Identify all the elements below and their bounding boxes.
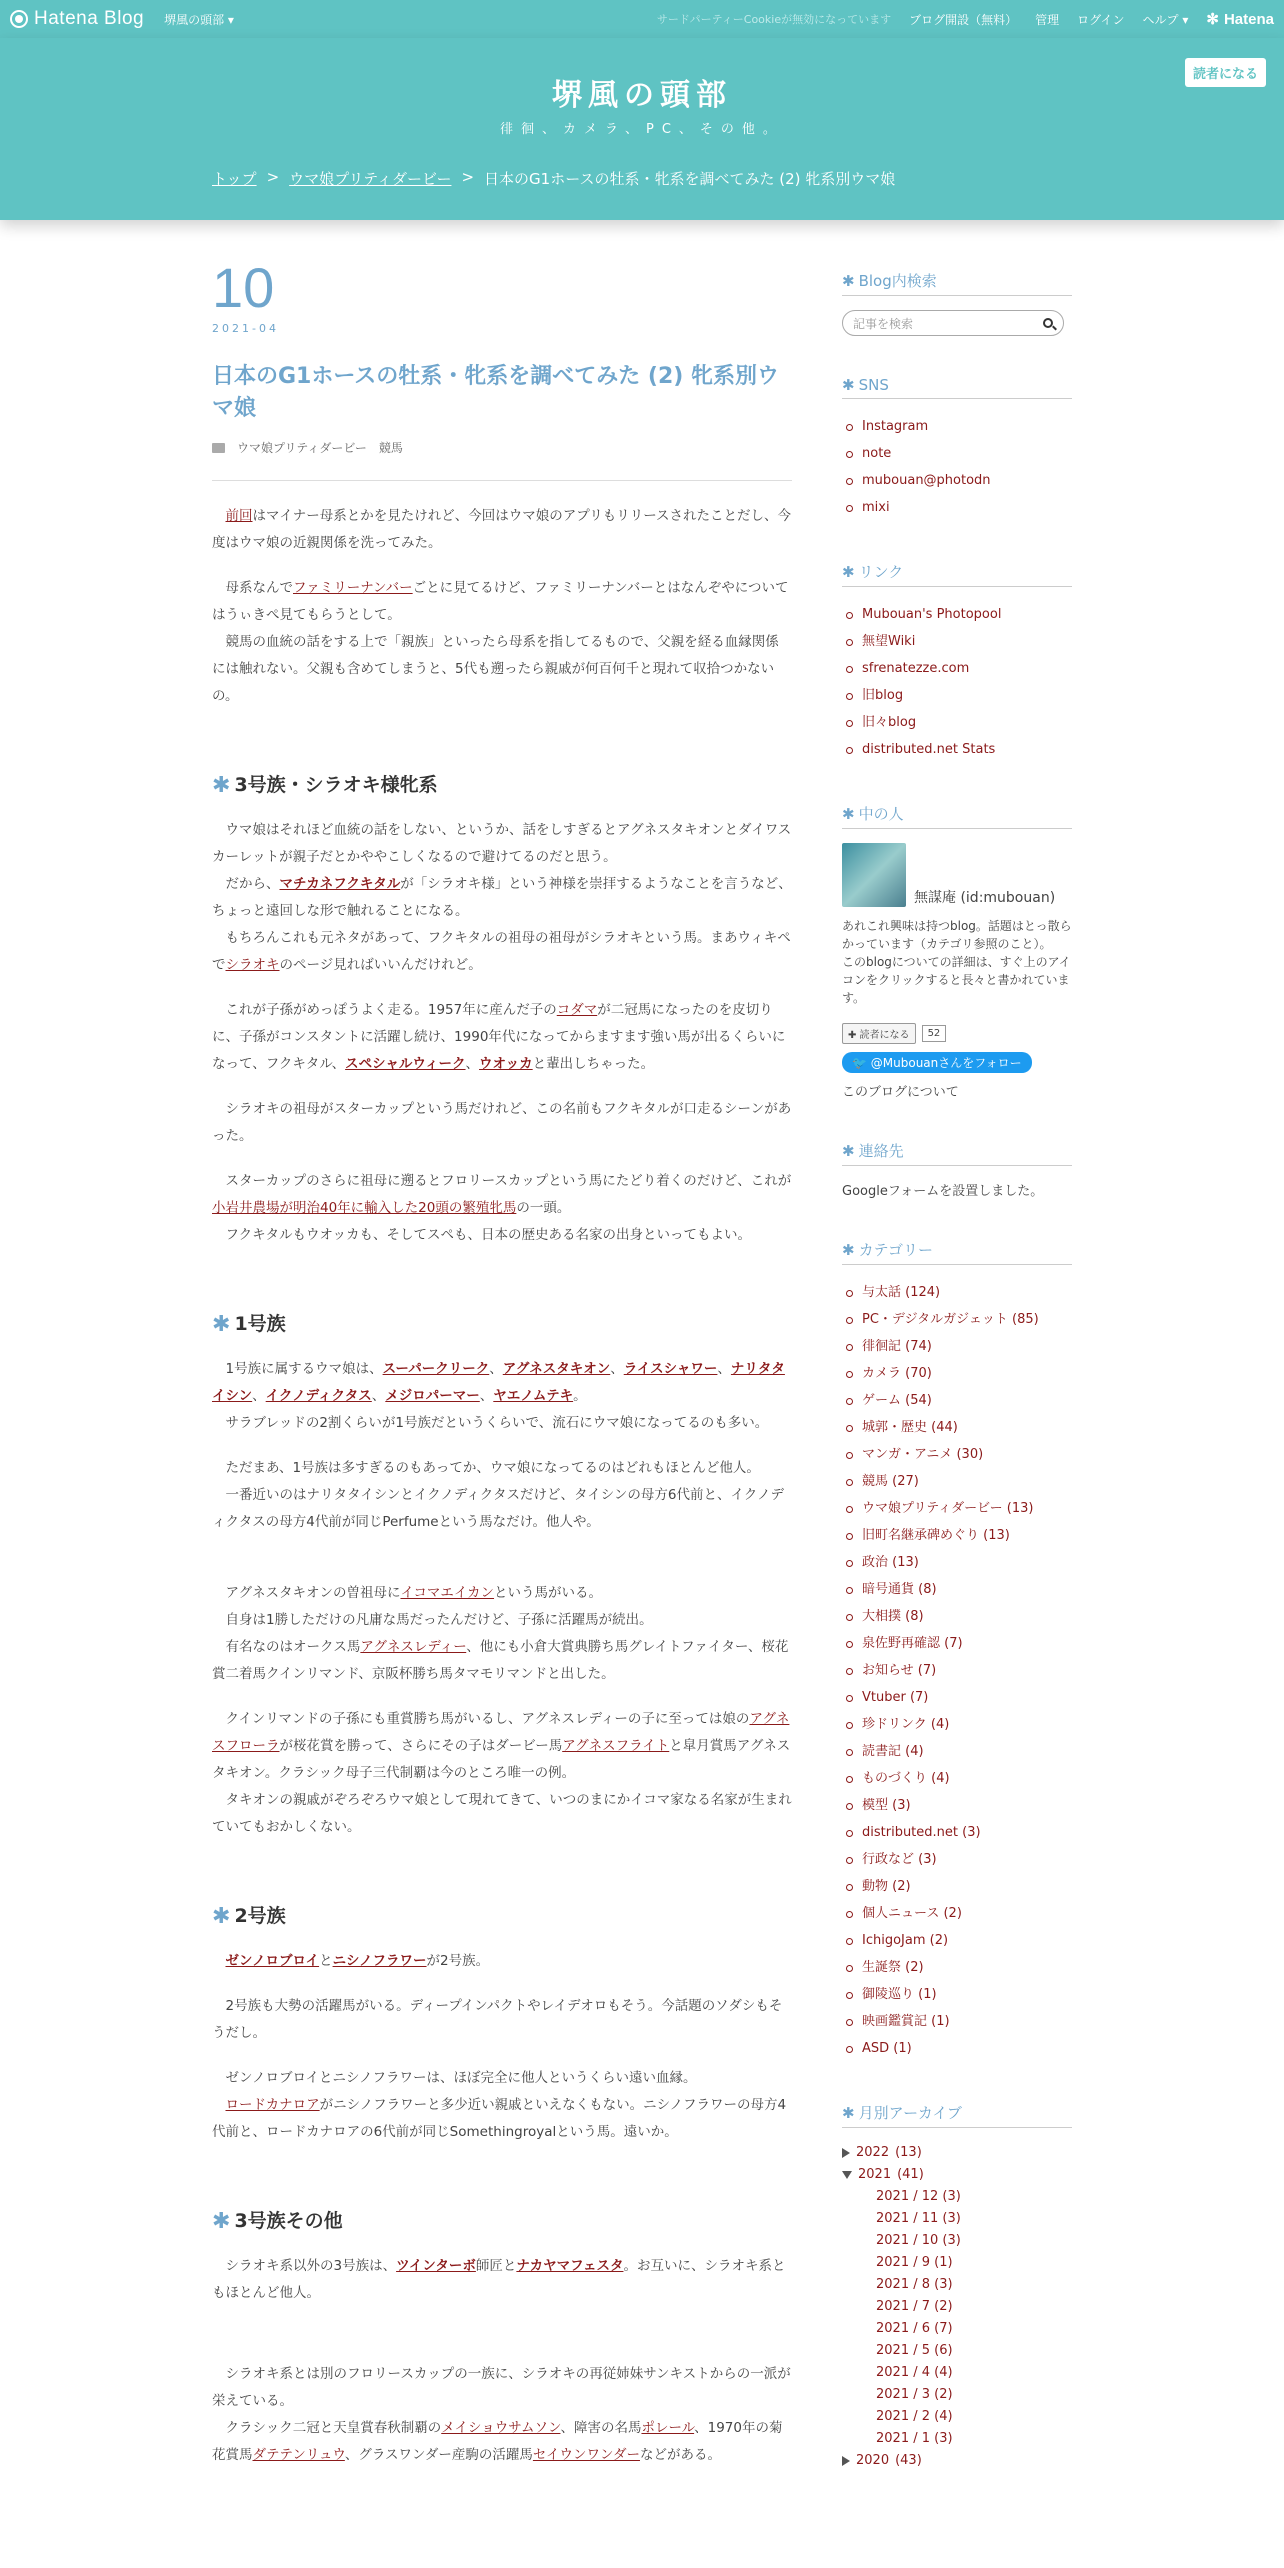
twitter-bird-icon: 🐦: [852, 1056, 867, 1070]
category-link[interactable]: 政治 (13): [862, 1555, 919, 1570]
archive-year-count: (43): [895, 2453, 922, 2468]
list-item: [842, 709, 1072, 736]
text: 有名なのはオークス馬: [225, 1639, 361, 1655]
category-link[interactable]: 城郭・歴史 (44): [862, 1420, 958, 1435]
category-link[interactable]: 与太話 (124): [862, 1285, 941, 1300]
archive-month-link[interactable]: 2021 / 10 (3): [876, 2233, 961, 2248]
collapse-triangle-icon[interactable]: [842, 2171, 852, 2179]
text: クラシック二冠と天皇賞春秋制覇の: [225, 2420, 442, 2436]
external-link[interactable]: distributed.net Stats: [862, 742, 996, 757]
help-menu[interactable]: ヘルプ ▾: [1142, 12, 1189, 27]
breadcrumb-category[interactable]: ウマ娘プリティダービー: [289, 170, 452, 188]
text: シラオキ系以外の3号族は、: [225, 2258, 397, 2274]
reader-count: 52: [922, 1025, 947, 1042]
profile-description: あれこれ興味は持つblog。話題はとっ散らかっています（カテゴリ参照のこと）。 このblogについての詳細は、すぐ上のアイコンをクリックすると長々と書かれています。: [842, 919, 1072, 1005]
entry-category[interactable]: ウマ娘プリティダービー: [237, 441, 367, 455]
link-previous[interactable]: 前回: [225, 508, 253, 524]
list-item: [842, 467, 1072, 494]
link-horse[interactable]: シラオキ: [225, 957, 280, 973]
external-link[interactable]: 旧々blog: [862, 715, 917, 730]
category-link[interactable]: 読書記 (4): [862, 1744, 924, 1759]
list-item: [842, 494, 1072, 521]
hatena-link[interactable]: [1206, 10, 1274, 28]
text: 、: [371, 1388, 386, 1404]
twitter-follow-button[interactable]: [842, 1052, 1032, 1073]
archive-tree: [842, 2142, 1072, 2472]
archive-month: [842, 2274, 1072, 2296]
entry-body: [212, 503, 792, 2469]
text: 、: [489, 1361, 503, 1377]
asterisk-icon: ✱: [842, 805, 855, 823]
link-horse[interactable]: アグネスフローラ: [212, 1711, 790, 1754]
sns-link[interactable]: mixi: [862, 500, 890, 515]
list-item: [842, 1873, 1072, 1900]
list-item: [842, 1684, 1072, 1711]
text: はマイナー母系とかを見たけれど、今回はウマ娘のアプリもリリースされたことだし、今度はウマ娘の近親関係を洗ってみた。: [212, 508, 792, 551]
archive-month-link[interactable]: 2021 / 7 (2): [876, 2299, 953, 2314]
link-horse[interactable]: ナリタタイシン: [212, 1361, 785, 1404]
category-link[interactable]: 徘徊記 (74): [862, 1339, 932, 1354]
module-archive: [842, 2102, 1072, 2472]
category-link[interactable]: ASD (1): [862, 2041, 912, 2056]
list-item: [842, 1765, 1072, 1792]
asterisk-icon: ✱: [212, 773, 231, 798]
asterisk-icon: ✱: [842, 376, 855, 394]
search-icon[interactable]: [1043, 318, 1053, 328]
list-item: [842, 1549, 1072, 1576]
list-item: [842, 1819, 1072, 1846]
archive-month-link[interactable]: 2021 / 3 (2): [876, 2387, 953, 2402]
list-item: [842, 1630, 1072, 1657]
login-link[interactable]: ログイン: [1077, 12, 1125, 27]
link-horse[interactable]: イコマエイカン: [400, 1585, 495, 1601]
subscribe-button[interactable]: 読者になる: [1185, 58, 1266, 87]
archive-month: [842, 2318, 1072, 2340]
module-title-text: リンク: [858, 563, 904, 581]
list-item: [842, 1927, 1072, 1954]
hatena-logo-icon: [10, 10, 28, 28]
folder-icon: [212, 443, 225, 453]
module-title-text: 月別アーカイブ: [858, 2104, 962, 2122]
text: クインリマンドの子孫にも重賞勝ち馬がいるし、アグネスレディーの子に至っては娘の: [225, 1711, 750, 1727]
category-link[interactable]: 動物 (2): [862, 1879, 911, 1894]
text: 師匠と: [475, 2258, 517, 2274]
archive-month: [842, 2252, 1072, 2274]
text: 、: [252, 1388, 266, 1404]
asterisk-icon: ✱: [842, 563, 855, 581]
archive-year-link[interactable]: 2022: [856, 2145, 890, 2160]
module-categories: [842, 1239, 1072, 2062]
category-link[interactable]: distributed.net (3): [862, 1825, 981, 1840]
asterisk-icon: ✱: [842, 1142, 855, 1160]
sns-link[interactable]: note: [862, 446, 892, 461]
reader-button[interactable]: ✚ 読者になる: [842, 1023, 916, 1044]
text: がニシノフラワーと多少近い親戚といえなくもない。ニシノフラワーの母方4代前と、ロードカナロアの6代前が同じSomethingroyalという馬。遠いか。: [212, 2097, 787, 2140]
module-title-text: 中の人: [858, 805, 904, 823]
text: ウマ娘はそれほど血統の話をしない、というか、話をしすぎるとアグネスタキオンとダイワスカーレットが親子だとかややこしくなるので避けてるのだと思う。: [212, 822, 792, 865]
sns-link[interactable]: Instagram: [862, 419, 929, 434]
text: サラブレッドの2割くらいが1号族だというくらいで、流石にウマ娘になってるのも多い。: [225, 1415, 769, 1431]
link-horse[interactable]: アグネスフライト: [562, 1738, 670, 1754]
list-item: [842, 1279, 1072, 1306]
list-item: [842, 440, 1072, 467]
expand-triangle-icon[interactable]: [842, 2148, 850, 2158]
breadcrumb-top[interactable]: トップ: [212, 170, 257, 188]
link-horse[interactable]: メイショウサムソン: [441, 2420, 561, 2436]
module-links: [842, 561, 1072, 763]
list-item: [842, 1981, 1072, 2008]
category-link[interactable]: 個人ニュース (2): [862, 1906, 962, 1921]
text: と: [319, 1953, 333, 1969]
module-title: [842, 1239, 1072, 1265]
entry-day[interactable]: 10: [212, 256, 275, 319]
module-title: [842, 1140, 1072, 1166]
module-title-text: Blog内検索: [858, 272, 937, 290]
list-item: [842, 2035, 1072, 2062]
list-item: [842, 1414, 1072, 1441]
blog-header: [0, 38, 1284, 220]
archive-month-link[interactable]: 2021 / 2 (4): [876, 2409, 953, 2424]
archive-month: [842, 2230, 1072, 2252]
text: が2号族。: [426, 1953, 490, 1969]
external-link[interactable]: 無望Wiki: [862, 634, 916, 649]
text: の一頭。: [516, 1200, 571, 1216]
category-link[interactable]: 大相撲 (8): [862, 1609, 924, 1624]
hatena-gear-icon: ✻: [1206, 11, 1219, 28]
link-horse[interactable]: アグネスレディー: [360, 1639, 467, 1655]
text: これが子孫がめっぽうよく走る。1957年に産んだ子の: [225, 1002, 557, 1018]
archive-month: [842, 2340, 1072, 2362]
asterisk-icon: ✱: [212, 1312, 231, 1337]
text: 、他にも小倉大賞典勝ち馬グレイトファイター、桜花賞二着馬クインリマンド、京阪杯勝ち馬タマモリマンドと出した。: [212, 1639, 789, 1682]
text: 、: [465, 1056, 480, 1072]
text: 、1970年の菊花賞馬: [212, 2420, 783, 2463]
category-link[interactable]: 模型 (3): [862, 1798, 911, 1813]
link-horse[interactable]: ニシノフラワー: [332, 1953, 427, 1969]
category-link[interactable]: 泉佐野再確認 (7): [862, 1636, 963, 1651]
text: 、障害の名馬: [560, 2420, 642, 2436]
archive-month-link[interactable]: 2021 / 9 (1): [876, 2255, 953, 2270]
text: スターカップのさらに祖母に遡るとフロリースカップという馬にたどり着くのだけど、これが: [225, 1173, 792, 1189]
asterisk-icon: ✱: [842, 1241, 855, 1259]
link-horse[interactable]: スペシャルウィーク: [345, 1056, 466, 1072]
link-import[interactable]: 小岩井農場が明治40年に輸入した20頭の繁殖牝馬: [212, 1200, 517, 1216]
entry-year-month: 2021-04: [212, 322, 279, 335]
category-link[interactable]: お知らせ (7): [862, 1663, 937, 1678]
archive-month-link[interactable]: 2021 / 4 (4): [876, 2365, 953, 2380]
category-list: [842, 1279, 1072, 2062]
heading-text: 1号族: [234, 1313, 286, 1335]
asterisk-icon: ✱: [212, 1904, 231, 1929]
expand-triangle-icon[interactable]: [842, 2456, 850, 2466]
list-item: [842, 1603, 1072, 1630]
text: のページ見ればいいんだけれど。: [279, 957, 482, 973]
text: フクキタルもウオッカも、そしてスペも、日本の歴史ある名家の出身といってもよい。: [225, 1227, 752, 1243]
text: 自身は1勝しただけの凡庸な馬だったんだけど、子孫に活躍馬が続出。: [225, 1612, 653, 1628]
link-horse[interactable]: ライスシャワー: [623, 1361, 718, 1377]
asterisk-icon: ✱: [842, 2104, 855, 2122]
list-item: [842, 1711, 1072, 1738]
text: ごとに見てるけど、ファミリーナンバーとはなんぞやについてはうぃきぺ見てもらうとして。: [212, 580, 789, 623]
module-search: [842, 270, 1072, 336]
blogname-menu[interactable]: 堺風の頭部 ▾: [164, 12, 234, 27]
archive-month-link[interactable]: 2021 / 12 (3): [876, 2189, 961, 2204]
category-link[interactable]: 珍ドリンク (4): [862, 1717, 950, 1732]
text: 、グラスワンダー産駒の活躍馬: [344, 2447, 533, 2463]
list-item: [842, 628, 1072, 655]
category-link[interactable]: 競馬 (27): [862, 1474, 919, 1489]
category-link[interactable]: Vtuber (7): [862, 1690, 929, 1705]
link-horse[interactable]: ヤエノムテキ: [493, 1388, 574, 1404]
text: などがある。: [639, 2447, 721, 2463]
profile-name[interactable]: 無謀庵 (id:mubouan): [914, 890, 1056, 906]
list-item: [842, 601, 1072, 628]
link-horse[interactable]: ポレール: [641, 2420, 695, 2436]
section-heading: [212, 1311, 792, 1338]
list-item: [842, 1441, 1072, 1468]
text: ゼンノロブロイとニシノフラワーは、ほぼ完全に他人というくらい遠い血縁。: [225, 2070, 697, 2086]
link-horse[interactable]: アグネスタキオン: [502, 1361, 611, 1377]
link-horse[interactable]: スーパークリーク: [382, 1361, 490, 1377]
avatar[interactable]: [842, 843, 906, 907]
link-horse[interactable]: ロードカナロア: [225, 2097, 320, 2113]
list-item: [842, 655, 1072, 682]
section-heading: [212, 1903, 792, 1930]
category-link[interactable]: 生誕祭 (2): [862, 1960, 924, 1975]
archive-year-count: (41): [897, 2167, 924, 2182]
link-horse[interactable]: セイウンワンダー: [532, 2447, 640, 2463]
archive-month: [842, 2384, 1072, 2406]
text: と輩出しちゃった。: [532, 1056, 655, 1072]
link-horse[interactable]: ダテテンリュウ: [252, 2447, 345, 2463]
search-input[interactable]: [842, 310, 1064, 336]
archive-year: [842, 2450, 1072, 2472]
link-family-number[interactable]: ファミリーナンバー: [293, 580, 413, 596]
list-item: [842, 1738, 1072, 1765]
category-link[interactable]: IchigoJam (2): [862, 1933, 949, 1948]
archive-month: [842, 2406, 1072, 2428]
text: 、: [479, 1388, 494, 1404]
link-horse[interactable]: マチカネフクキタル: [279, 876, 401, 892]
archive-month: [842, 2208, 1072, 2230]
archive-months: [842, 2186, 1072, 2450]
text: ただまあ、1号族は多すぎるのもあってか、ウマ娘になってるのはどれもほとんど他人。: [225, 1460, 760, 1476]
breadcrumb-sep: >: [266, 168, 280, 186]
module-title: [842, 2102, 1072, 2128]
module-title-text: 連絡先: [858, 1142, 904, 1160]
module-sns: [842, 376, 1072, 521]
text: アグネスタキオンの曽祖母に: [225, 1585, 401, 1601]
search-placeholder: 記事を検索: [853, 316, 914, 331]
category-link[interactable]: ものづくり (4): [862, 1771, 950, 1786]
entry: [212, 256, 792, 2469]
links-list: [842, 601, 1072, 763]
breadcrumb-current: 日本のG1ホースの牡系・牝系を調べてみた (2) 牝系別ウマ娘: [484, 170, 896, 188]
category-link[interactable]: ウマ娘プリティダービー (13): [862, 1501, 1034, 1516]
sns-list: [842, 413, 1072, 521]
archive-month-link[interactable]: 2021 / 6 (7): [876, 2321, 953, 2336]
list-item: [842, 413, 1072, 440]
sns-link[interactable]: mubouan@photodn: [862, 473, 991, 488]
entry-categories: [212, 439, 792, 481]
text: もちろんこれも元ネタがあって、フクキタルの祖母の祖母がシラオキという馬。まあウィキペで: [212, 930, 791, 973]
module-title: [842, 376, 1072, 399]
link-horse[interactable]: コダマ: [556, 1002, 598, 1018]
text: という馬がいる。: [494, 1585, 603, 1601]
link-horse[interactable]: ツインターボ: [396, 2258, 476, 2274]
module-title: [842, 561, 1072, 587]
text: が二冠馬になったのを皮切りに、子孫がコンスタントに活躍し続け、1990年代になってからますます強い馬が出るくらいになって、フクキタル、: [212, 1002, 786, 1072]
text: 1号族に属するウマ娘は、: [225, 1361, 383, 1377]
category-link[interactable]: 行政など (3): [862, 1852, 937, 1867]
archive-month-link[interactable]: 2021 / 1 (3): [876, 2431, 953, 2446]
archive-month-link[interactable]: 2021 / 11 (3): [876, 2211, 961, 2226]
list-item: [842, 1333, 1072, 1360]
text: 2号族も大勢の活躍馬がいる。ディープインパクトやレイデオロもそう。今話題のソダシもそうだし。: [212, 1998, 783, 2041]
link-horse[interactable]: メジロパーマー: [385, 1388, 480, 1404]
text: が「シラオキ様」という神様を崇拝するようなことを言うなど、ちょっと遠回しな形で触れることになる。: [212, 876, 792, 919]
category-link[interactable]: カメラ (70): [862, 1366, 932, 1381]
category-link[interactable]: ゲーム (54): [862, 1393, 932, 1408]
text: 。お互いに、シラオキ系ともほとんど他人。: [212, 2258, 786, 2301]
archive-month-link[interactable]: 2021 / 5 (6): [876, 2343, 953, 2358]
text: 母系なんで: [225, 580, 293, 596]
list-item: [842, 1522, 1072, 1549]
contact-text: Googleフォームを設置しました。: [842, 1184, 1044, 1199]
module-title-text: SNS: [858, 376, 889, 394]
category-link[interactable]: 映画鑑賞記 (1): [862, 2014, 950, 2029]
admin-link[interactable]: 管理: [1035, 12, 1060, 27]
open-blog-link[interactable]: ブログ開設（無料）: [909, 12, 1018, 27]
link-horse[interactable]: ゼンノロブロイ: [225, 1953, 320, 1969]
blog-tagline: 徘徊、カメラ、PC、その他。: [500, 122, 784, 137]
hatena-topbar: [0, 0, 1284, 38]
section-heading: [212, 772, 792, 799]
text: シラオキ系とは別のフロリースカップの一族に、シラオキの再従姉妹サンキストからの一派が栄えている。: [212, 2366, 791, 2409]
archive-year: [842, 2142, 1072, 2164]
category-link[interactable]: 旧町名継承碑めぐり (13): [862, 1528, 1010, 1543]
breadcrumb: [212, 168, 895, 189]
profile: [842, 843, 1072, 907]
list-item: [842, 1360, 1072, 1387]
list-item: [842, 1846, 1072, 1873]
list-item: [842, 1468, 1072, 1495]
list-item: [842, 1306, 1072, 1333]
breadcrumb-sep: >: [461, 168, 475, 186]
link-horse[interactable]: ナカヤマフェスタ: [516, 2258, 624, 2274]
archive-month: [842, 2296, 1072, 2318]
text: 競馬の血統の話をする上で「親族」といったら母系を指してるもので、父親を経る血縁関係には触れない。父親も含めてしまうと、5代も遡ったら親戚が何百何千と現れて収拾つかないの。: [212, 634, 779, 704]
text: と皐月賞馬アグネスタキオン。クラシック母子三代制覇は今のところ唯一の例。: [212, 1738, 791, 1781]
module-contact: [842, 1140, 1072, 1199]
archive-month: [842, 2428, 1072, 2450]
reader-widget: [842, 1023, 946, 1044]
external-link[interactable]: sfrenatezze.com: [862, 661, 970, 676]
archive-year: [842, 2164, 1072, 2186]
twitter-follow-text: @Mubouanさんをフォロー: [870, 1056, 1022, 1070]
link-horse[interactable]: イクノディクタス: [265, 1388, 372, 1404]
archive-year-count: (13): [895, 2145, 922, 2160]
list-item: [842, 1657, 1072, 1684]
external-link[interactable]: Mubouan's Photopool: [862, 607, 1002, 622]
module-title: [842, 803, 1072, 829]
cookie-notice[interactable]: サードパーティーCookieが無効になっています: [656, 13, 892, 26]
external-link[interactable]: 旧blog: [862, 688, 904, 703]
archive-month-link[interactable]: 2021 / 8 (3): [876, 2277, 953, 2292]
heading-text: 3号族その他: [234, 2210, 343, 2232]
category-link[interactable]: 暗号通貨 (8): [862, 1582, 937, 1597]
about-link[interactable]: このブログについて: [842, 1085, 959, 1100]
list-item: [842, 1900, 1072, 1927]
archive-year-link[interactable]: 2020: [856, 2453, 890, 2468]
module-profile: [842, 803, 1072, 1100]
logo-text: Hatena Blog: [34, 8, 145, 29]
hatena-blog-logo[interactable]: [10, 8, 144, 30]
list-item: [842, 1954, 1072, 1981]
text: 、: [717, 1361, 731, 1377]
text: シラオキの祖母がスターカップという馬だけれど、この名前もフクキタルが口走るシーンがあった。: [212, 1101, 792, 1144]
module-title: [842, 270, 1072, 296]
module-title-text: カテゴリー: [858, 1241, 933, 1259]
asterisk-icon: ✱: [212, 2209, 231, 2234]
heading-text: 2号族: [234, 1905, 286, 1927]
text: 、: [610, 1361, 624, 1377]
asterisk-icon: ✱: [842, 272, 855, 290]
category-link[interactable]: PC・デジタルガジェット (85): [862, 1312, 1039, 1327]
archive-month: [842, 2362, 1072, 2384]
blog-title[interactable]: 堺風の頭部: [552, 78, 732, 113]
text: 。: [573, 1388, 587, 1404]
list-item: [842, 1576, 1072, 1603]
text: タキオンの親戚がぞろぞろウマ娘として現れてきて、いつのまにかイコマ家なる名家が生まれていてもおかしくない。: [212, 1792, 792, 1835]
text: が桜花賞を勝って、さらにその子はダービー馬: [279, 1738, 563, 1754]
list-item: [842, 1792, 1072, 1819]
list-item: [842, 682, 1072, 709]
entry-category[interactable]: 競馬: [378, 441, 403, 455]
section-heading: [212, 2208, 792, 2235]
category-link[interactable]: 御陵巡り (1): [862, 1987, 937, 2002]
list-item: [842, 1495, 1072, 1522]
category-link[interactable]: マンガ・アニメ (30): [862, 1447, 984, 1462]
text: 一番近いのはナリタタイシンとイクノディクタスだけど、タイシンの母方6代前と、イクノディクタスの母方4代前が同じPerfumeという馬なだけ。他人や。: [212, 1487, 784, 1530]
list-item: [842, 1387, 1072, 1414]
heading-text: 3号族・シラオキ様牝系: [234, 774, 438, 796]
hatena-text: Hatena: [1223, 10, 1274, 28]
link-horse[interactable]: ウオッカ: [479, 1056, 533, 1072]
entry-title[interactable]: 日本のG1ホースの牡系・牝系を調べてみた (2) 牝系別ウマ娘: [212, 364, 780, 421]
archive-year-link[interactable]: 2021: [858, 2167, 892, 2182]
list-item: [842, 736, 1072, 763]
archive-month: [842, 2186, 1072, 2208]
sidebar: [842, 270, 1072, 2512]
text: だから、: [225, 876, 280, 892]
list-item: [842, 2008, 1072, 2035]
